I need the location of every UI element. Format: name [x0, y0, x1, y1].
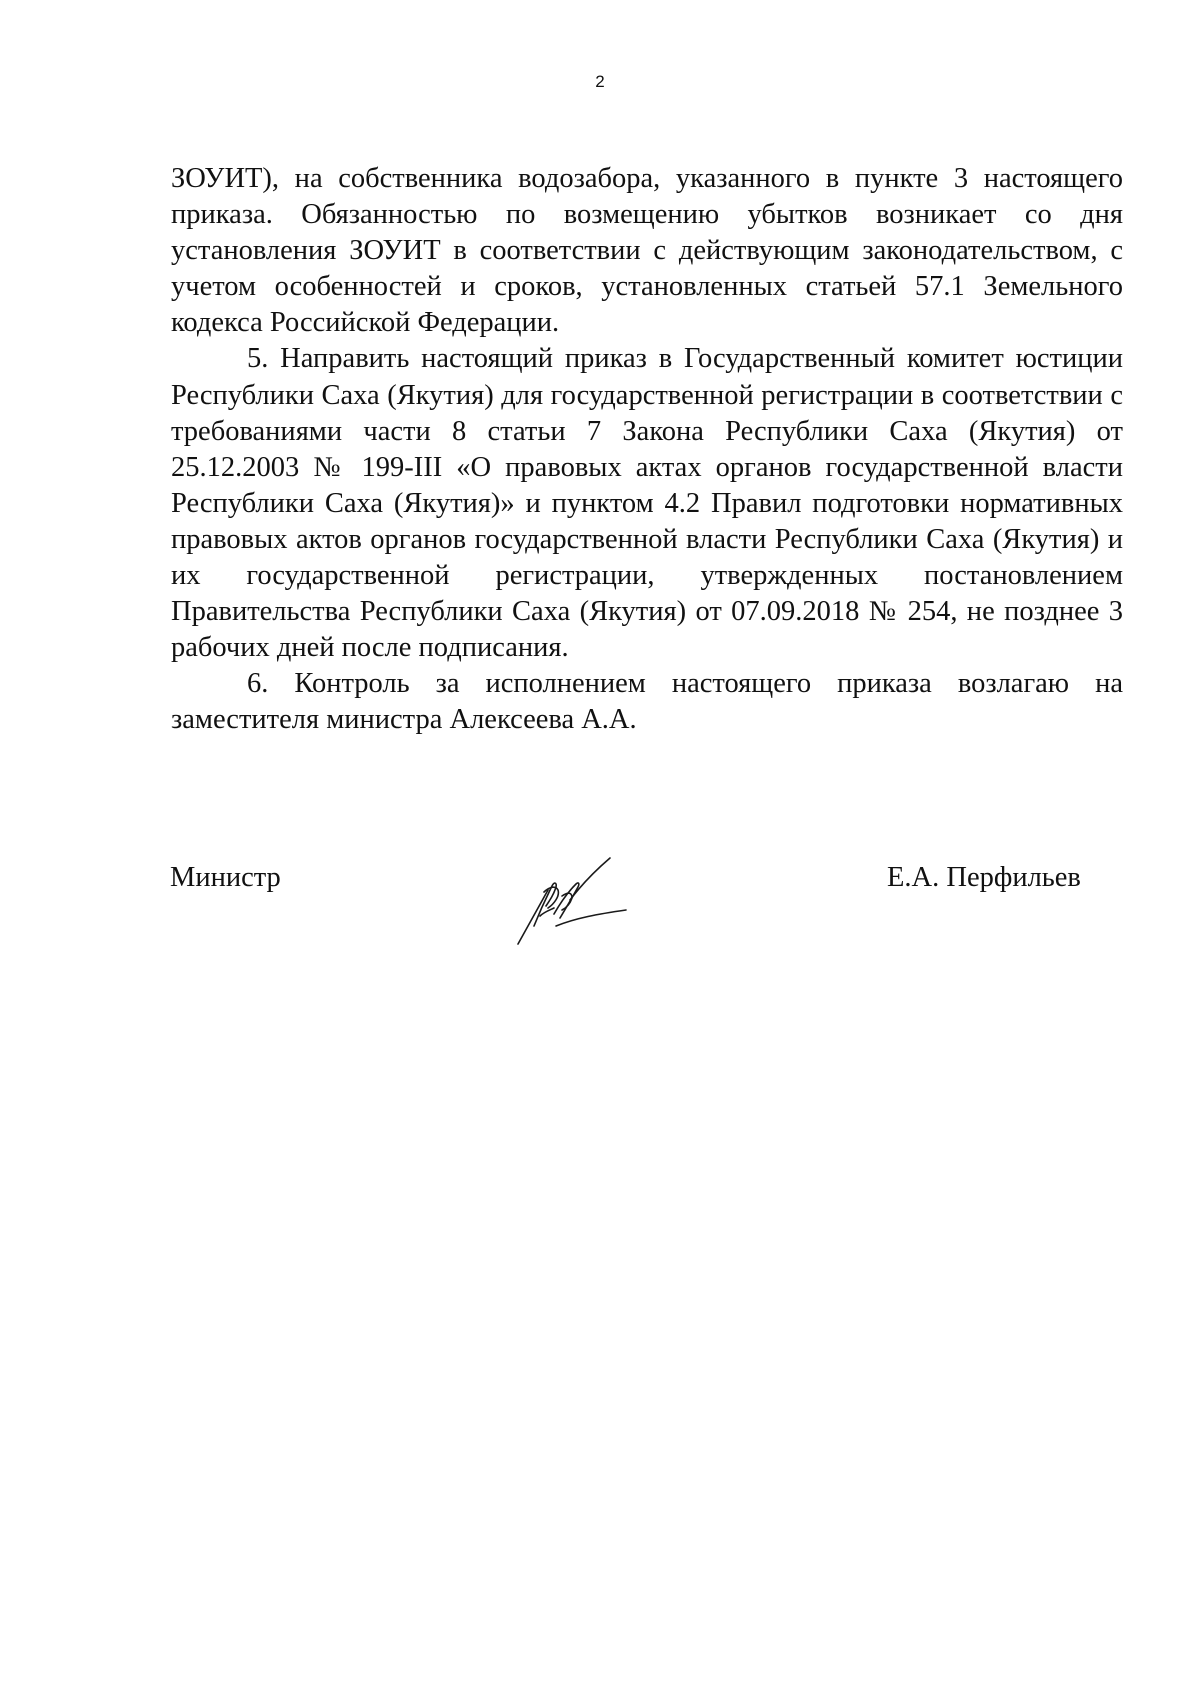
signature-block [0, 862, 1200, 972]
handwritten-signature [510, 856, 630, 952]
signatory-title: Министр [170, 862, 281, 893]
paragraph-continuation: ЗОУИТ), на собственника водозабора, указанного в пункте 3 настоящего приказа. Обязанностью по возмещению убытков возникает со дня установления ЗОУИТ в соответствии с действующим законодательством, с учетом особенностей и сроков, установленных статьей 57.1 Земельного кодекса Российской Федерации. [171, 163, 1123, 339]
paragraph-item-5: 5. Направить настоящий приказ в Государственный комитет юстиции Республики Саха (Якутия) для государственной регистрации в соответствии с требованиями части 8 статьи 7 Закона Республики Саха (Якутия) от 25.12.2003 № 199-III «О правовых актах органов государственной власти Республики Саха (Якутия)» и пунктом 4.2 Правил подготовки нормативных правовых актов органов государственной власти Республики Саха (Якутия) и их государственной регистрации, утвержденных постановлением Правительства Республики Саха (Якутия) от 07.09.2018 № 254, не позднее 3 рабочих дней после подписания. [171, 343, 1123, 664]
paragraph-item-6: 6. Контроль за исполнением настоящего приказа возлагаю на заместителя министра Алексеева А.А. [171, 668, 1123, 736]
page-number: 2 [595, 72, 605, 91]
signatory-name: Е.А. Перфильев [887, 862, 1081, 893]
document-body [171, 161, 1123, 739]
